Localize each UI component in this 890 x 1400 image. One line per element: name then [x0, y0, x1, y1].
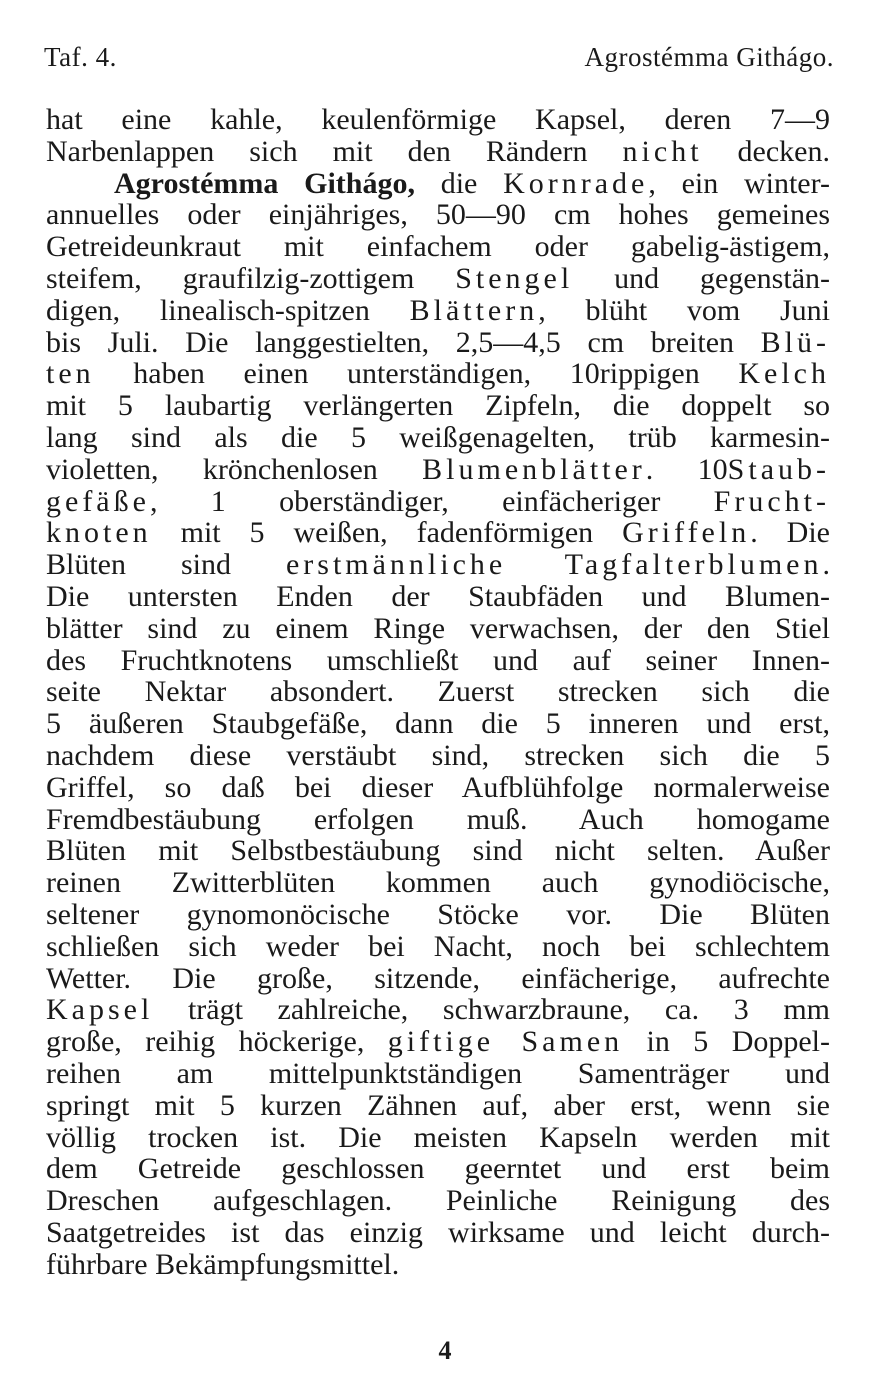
text-segment: lang sind als die 5 weißgenagelten, trüb karmesin- [46, 420, 830, 454]
text-line [46, 358, 830, 390]
text-line [46, 422, 830, 454]
text-segment: in 5 Doppel- [623, 1025, 830, 1059]
text-segment: Griffel, so daß bei dieser Aufblühfolge normalerweise [46, 770, 830, 804]
species-heading: Agrostémma Githágo, [114, 166, 415, 200]
text-segment: große, reihig höckerige, [46, 1025, 388, 1059]
text-segment: digen, linealisch-spitzen [46, 293, 410, 327]
text-segment: Wetter. Die große, sitzende, einfächerige, aufrechte [46, 961, 830, 995]
text-line [46, 613, 830, 645]
text-line [46, 1058, 830, 1090]
text-line [46, 1249, 830, 1281]
emphasis-text: Kornrade [503, 166, 649, 200]
text-line [46, 1090, 830, 1122]
text-segment: bis Juli. Die langgestielten, 2,5—4,5 cm breiten [46, 325, 761, 359]
text-segment: völlig trocken ist. Die meisten Kapseln werden mit [46, 1120, 830, 1154]
emphasis-text: Griffeln [622, 516, 751, 550]
text-segment: springt mit 5 kurzen Zähnen auf, aber erst, wenn sie [46, 1088, 830, 1122]
text-line [46, 168, 830, 200]
text-line [46, 1026, 830, 1058]
emphasis-text: Blättern [409, 293, 539, 327]
text-line [46, 454, 830, 486]
text-segment: trägt zahlreiche, schwarzbraune, ca. 3 mm [153, 993, 830, 1027]
body-text [46, 104, 830, 1280]
text-segment: reinen Zwitterblüten kommen auch gynodiöcische, [46, 866, 830, 900]
text-segment: mit 5 laubartig verlängerten Zipfeln, die doppelt so [46, 389, 830, 423]
text-segment: des Fruchtknotens umschließt und auf seiner Innen- [46, 643, 830, 677]
text-segment: Getreideunkraut mit einfachem oder gabelig-ästigem, [46, 230, 830, 264]
emphasis-text: Blü- [760, 325, 830, 359]
emphasis-text: Kelch [738, 357, 830, 391]
text-line [46, 136, 830, 168]
emphasis-text: Stengel [455, 261, 574, 295]
text-segment: Blüten sind [46, 548, 286, 582]
emphasis-text: knoten [46, 516, 152, 550]
page-header [44, 42, 834, 78]
text-segment: Narbenlappen sich mit den Rändern [46, 134, 623, 168]
text-segment: die [414, 166, 504, 200]
text-segment: Fremdbestäubung erfolgen muß. Auch homogame [46, 802, 830, 836]
text-line [46, 231, 830, 263]
emphasis-text: giftige Samen [387, 1025, 624, 1059]
emphasis-text: ten [46, 357, 95, 391]
text-line [46, 581, 830, 613]
text-segment: , 1 oberständiger, einfächeriger [149, 484, 714, 518]
text-line [46, 931, 830, 963]
text-segment: Blüten mit Selbstbestäubung sind nicht selten. Außer [46, 834, 830, 868]
emphasis-text: gefäße [46, 484, 150, 518]
text-segment: nachdem diese verstäubt sind, strecken sich die 5 [46, 738, 830, 772]
text-line [46, 899, 830, 931]
plate-label: Taf. 4. [44, 42, 117, 72]
text-segment: blätter sind zu einem Ringe verwachsen, der den Stiel [46, 611, 830, 645]
text-line [46, 708, 830, 740]
emphasis-text: Kapsel [46, 993, 154, 1027]
text-line [46, 867, 830, 899]
text-line [46, 645, 830, 677]
emphasis-text: Blumenblätter [422, 452, 646, 486]
text-segment: mit 5 weißen, fadenförmigen [151, 516, 623, 550]
text-line [46, 295, 830, 327]
text-segment: hat eine kahle, keulenförmige Kapsel, deren 7—9 [46, 103, 830, 136]
text-line [46, 994, 830, 1026]
text-segment: führbare Bekämpfungsmittel. [46, 1247, 400, 1281]
running-title: Agrostémma Githágo. [584, 42, 834, 72]
text-segment: , ein winter- [648, 166, 831, 200]
text-segment: seite Nektar absondert. Zuerst strecken sich die [46, 675, 830, 709]
text-segment: haben einen unterständigen, 10rippigen [94, 357, 739, 391]
text-segment: reihen am mittelpunktständigen Samenträger und [46, 1056, 830, 1090]
text-segment: . Die [750, 516, 830, 550]
text-line [46, 740, 830, 772]
text-line [46, 1153, 830, 1185]
text-line [46, 199, 830, 231]
text-line [46, 390, 830, 422]
text-segment: 5 äußeren Staubgefäße, dann die 5 inneren und erst, [46, 707, 830, 741]
text-line [46, 486, 830, 518]
text-line [46, 1217, 830, 1249]
page-number: 4 [438, 1336, 452, 1365]
text-segment: dem Getreide geschlossen geerntet und erst beim [46, 1152, 830, 1186]
text-segment: Saatgetreides ist das einzig wirksame und leicht durch- [46, 1215, 830, 1249]
text-segment: schließen sich weder bei Nacht, noch bei schlechtem [46, 929, 830, 963]
emphasis-text: nicht [622, 134, 703, 168]
text-line [46, 835, 830, 867]
text-line [46, 263, 830, 295]
emphasis-text: Staub- [727, 452, 830, 486]
text-segment: Die untersten Enden der Staubfäden und Blumen- [46, 579, 830, 613]
text-line [46, 1185, 830, 1217]
emphasis-text: Frucht- [713, 484, 830, 518]
text-segment: violetten, krönchenlosen [46, 452, 423, 486]
text-line [46, 549, 830, 581]
text-line [46, 1122, 830, 1154]
text-segment: Dreschen aufgeschlagen. Peinliche Reinigung des [46, 1184, 830, 1218]
text-segment: decken. [702, 134, 830, 168]
text-line [46, 804, 830, 836]
text-segment: seltener gynomonöcische Stöcke vor. Die Blüten [46, 897, 830, 931]
text-line [46, 104, 830, 136]
text-line [46, 517, 830, 549]
emphasis-text: erstmännliche Tagfalterblumen [285, 548, 823, 582]
text-segment: annuelles oder einjähriges, 50—90 cm hohes gemeines [46, 198, 830, 232]
text-line [46, 772, 830, 804]
text-segment: , blüht vom Juni [538, 293, 831, 327]
text-line [46, 676, 830, 708]
text-line [46, 327, 830, 359]
text-segment: . 10 [645, 452, 728, 486]
text-segment: . [822, 548, 830, 582]
text-segment: und gegenstän- [573, 261, 830, 295]
text-segment: steifem, graufilzig-zottigem [46, 261, 456, 295]
text-line [46, 963, 830, 995]
